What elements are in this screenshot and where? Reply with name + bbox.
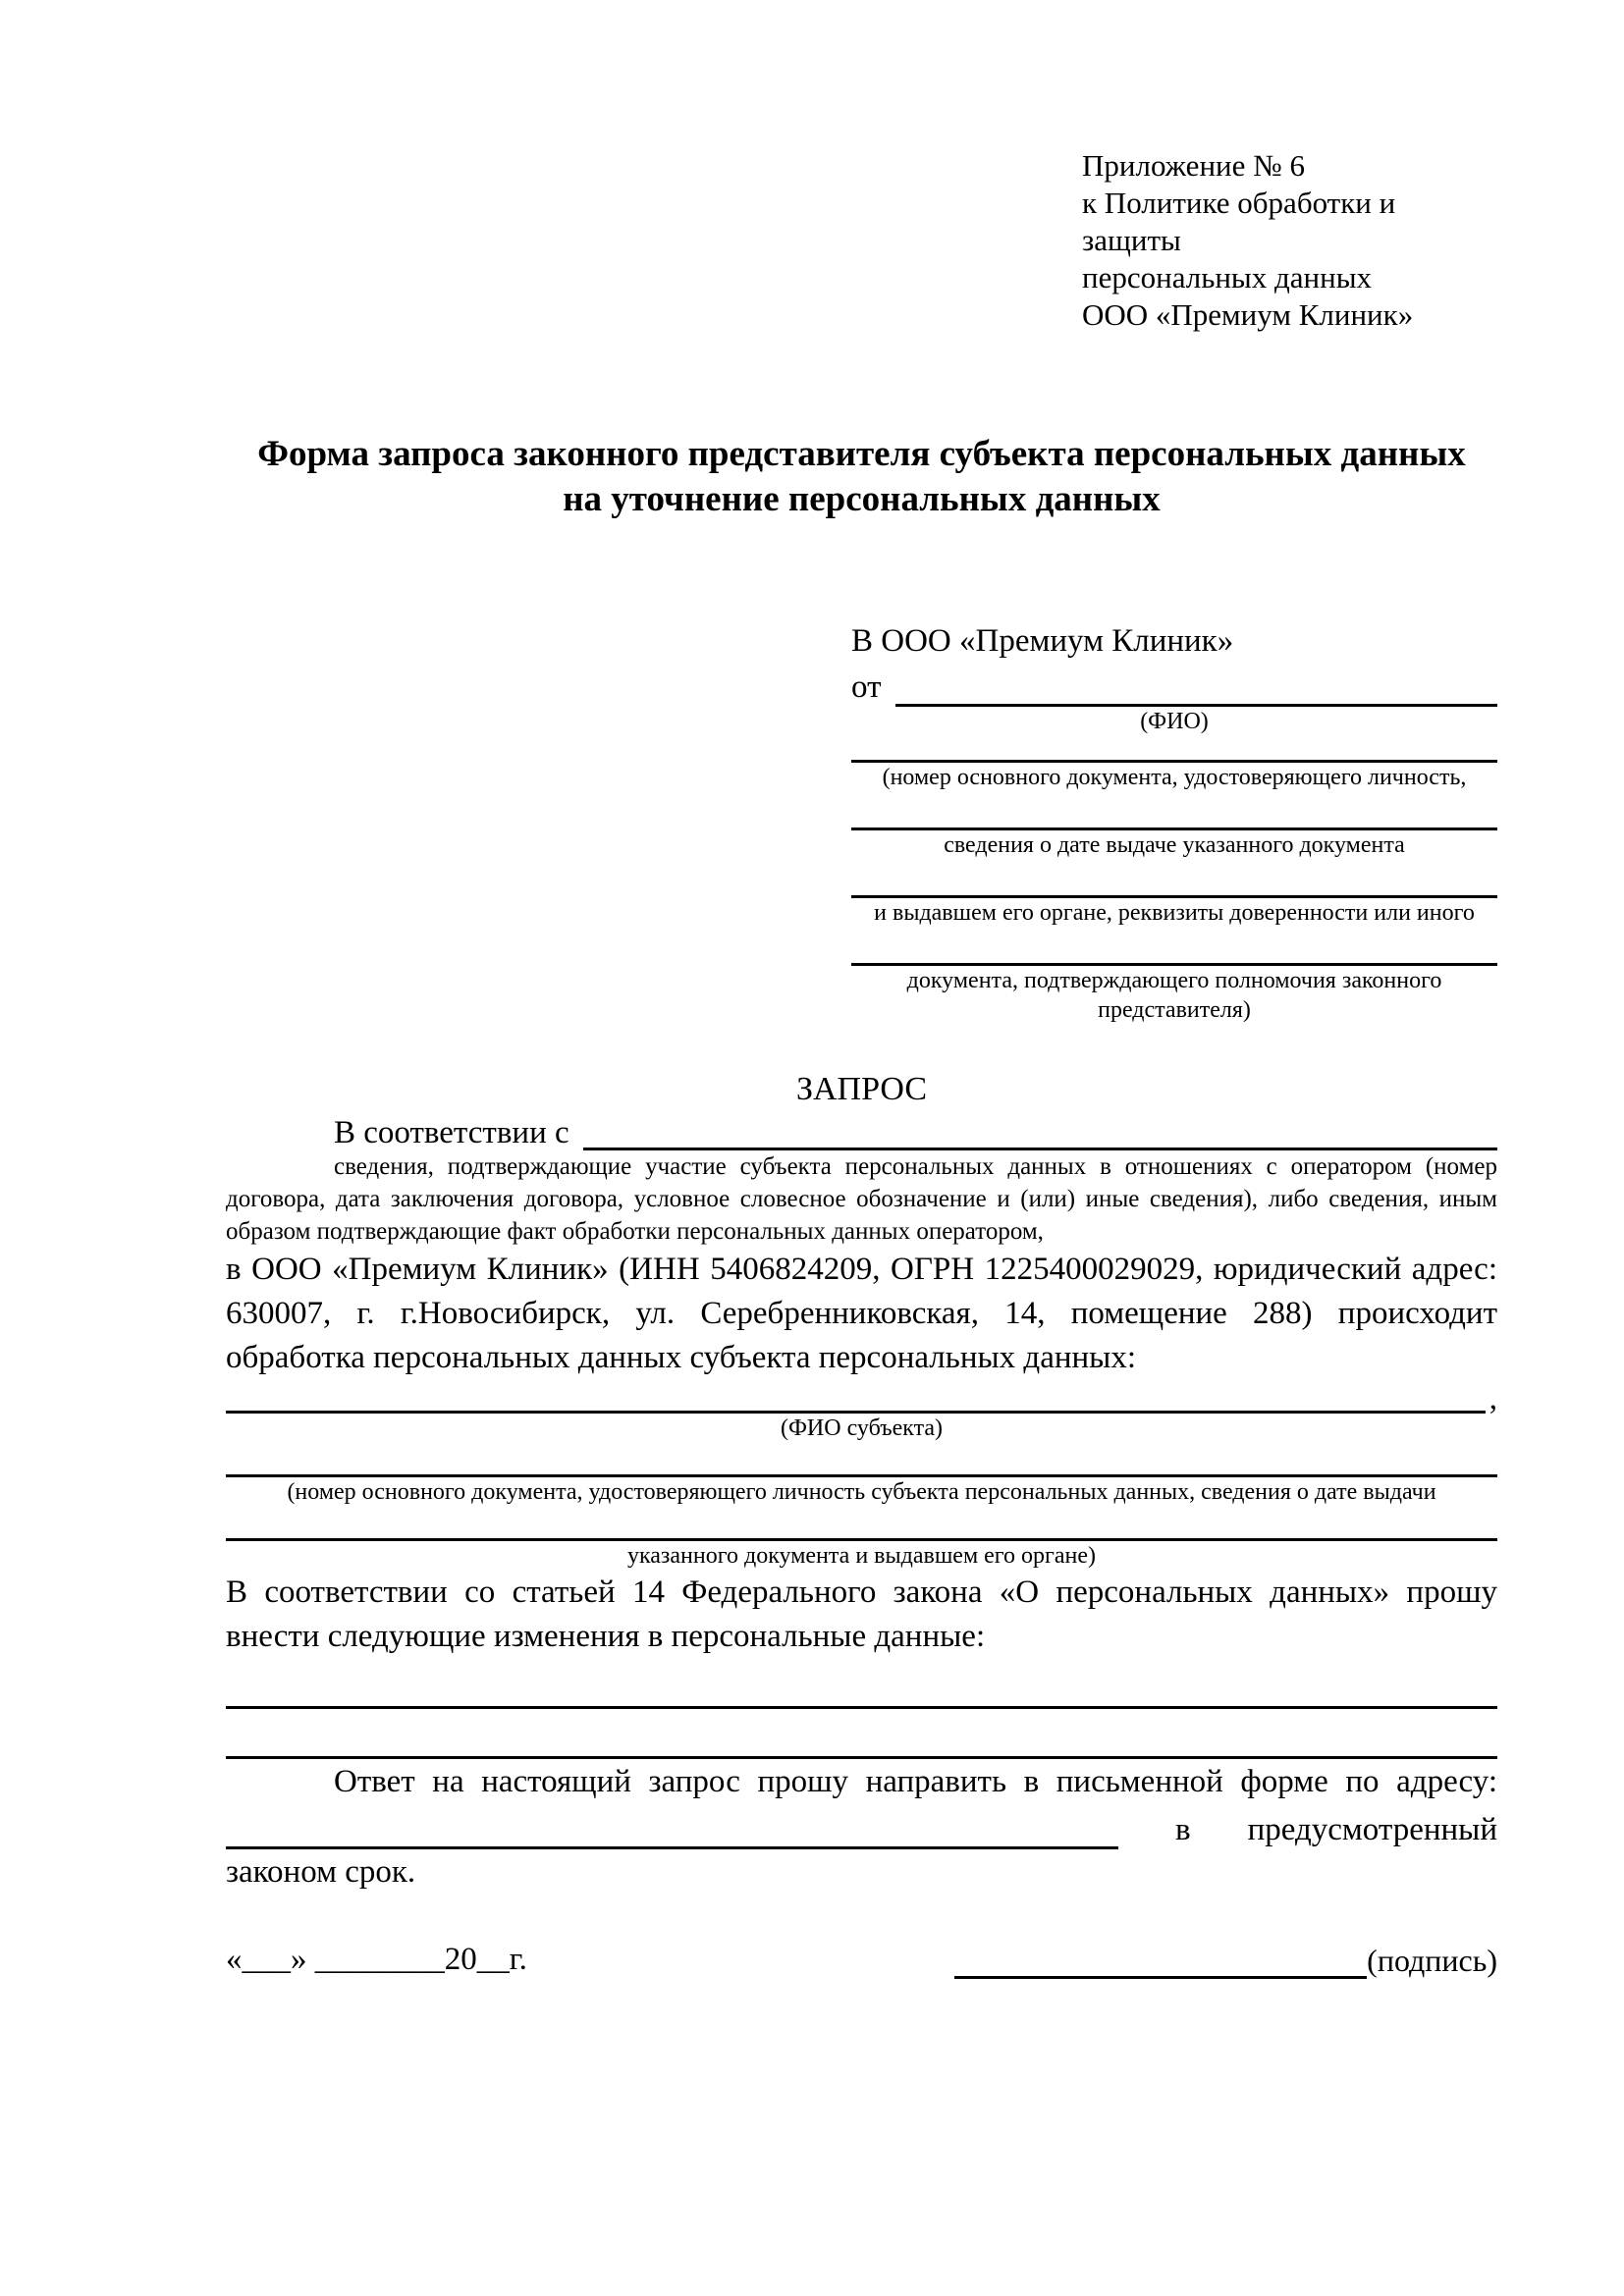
from-field-row — [851, 664, 1497, 707]
representative-doc-caption: сведения о дате выдаче указанного документа — [944, 832, 1405, 858]
representative-doc-blank-line — [851, 928, 1497, 966]
request-heading: ЗАПРОС — [795, 1071, 928, 1107]
changes-blank-line — [226, 1659, 1497, 1709]
from-label: от — [851, 669, 882, 705]
representative-doc-blank-line — [851, 860, 1497, 898]
date-signature-row — [226, 1940, 1497, 1979]
subject-fio-field-row — [226, 1380, 1497, 1414]
appendix-line: ООО «Премиум Клиник» — [1082, 297, 1414, 332]
representative-doc-caption: документа, подтверждающего полномочия законного представителя) — [906, 968, 1442, 1023]
representative-doc-caption: (номер основного документа, удостоверяющего личность, — [882, 765, 1467, 790]
appendix-block — [1082, 147, 1497, 334]
date-blank-field: «___» ________20__г. — [226, 1942, 527, 1977]
operator-paragraph: в ООО «Премиум Клиник» (ИНН 5406824209, ОГРН 1225400029029, юридический адрес: 630007, г. г.Новосибирск, ул. Серебренниковская, 14, помещение 288) происходит обработка персональных данных субъекта персональных данных: — [226, 1252, 1497, 1375]
appendix-line: к Политике обработки и защиты — [1082, 186, 1396, 257]
document-title-line-2: на уточнение персональных данных — [563, 479, 1161, 519]
subject-fio-blank-line — [226, 1373, 1486, 1414]
subject-fio-caption: (ФИО субъекта) — [780, 1415, 944, 1441]
law-paragraph: В соответствии со статьей 14 Федерального закона «О персональных данных» прошу внести следующие изменения в персональные данные: — [226, 1575, 1497, 1654]
subject-doc-blank-line — [226, 1507, 1497, 1541]
document-title — [226, 432, 1497, 522]
from-blank-line — [895, 667, 1498, 707]
signature-blank-line — [954, 1941, 1367, 1979]
addressee-block — [851, 618, 1497, 1025]
appendix-line: Приложение № 6 — [1082, 148, 1305, 183]
changes-blank-line — [226, 1709, 1497, 1759]
answer-address-blank-line — [226, 1809, 1118, 1849]
appendix-line: персональных данных — [1082, 260, 1373, 294]
basis-caption: сведения, подтверждающие участие субъекта персональных данных в отношениях с оператором (номер договора, дата заключения договора, условное словесное обозначение и (или) иные сведения), либо сведения, иным образом подтверждающие факт обработки персональных данных оператором, — [226, 1153, 1497, 1245]
answer-word-1: в — [1175, 1812, 1191, 1847]
fio-caption: (ФИО) — [1140, 709, 1209, 734]
subject-line-comma: , — [1489, 1381, 1497, 1416]
answer-paragraph-line-1: Ответ на настоящий запрос прошу направить в письменной форме по адресу: — [334, 1764, 1497, 1799]
signature-field-group — [954, 1941, 1497, 1979]
document-title-line-1: Форма запроса законного представителя субъекта персональных данных — [257, 434, 1466, 474]
representative-doc-caption: и выдавшем его органе, реквизиты доверенности или иного — [874, 900, 1475, 926]
representative-doc-blank-line — [851, 736, 1497, 763]
subject-doc-blank-line — [226, 1443, 1497, 1477]
basis-label: В соответствии с — [334, 1115, 569, 1150]
answer-paragraph-line-3: законом срок. — [226, 1854, 416, 1890]
basis-field-row — [226, 1111, 1497, 1150]
subject-doc-caption: указанного документа и выдавшем его органе) — [626, 1543, 1097, 1569]
answer-word-2: предусмотренный — [1247, 1812, 1497, 1847]
representative-doc-blank-line — [851, 792, 1497, 830]
addressee-to: В ООО «Премиум Клиник» — [851, 623, 1234, 659]
answer-address-field-row — [226, 1804, 1497, 1849]
subject-doc-caption: (номер основного документа, удостоверяющего личность субъекта персональных данных, сведения о дате выдачи — [287, 1479, 1436, 1505]
signature-caption: (подпись) — [1367, 1943, 1497, 1978]
basis-blank-line — [583, 1110, 1497, 1150]
